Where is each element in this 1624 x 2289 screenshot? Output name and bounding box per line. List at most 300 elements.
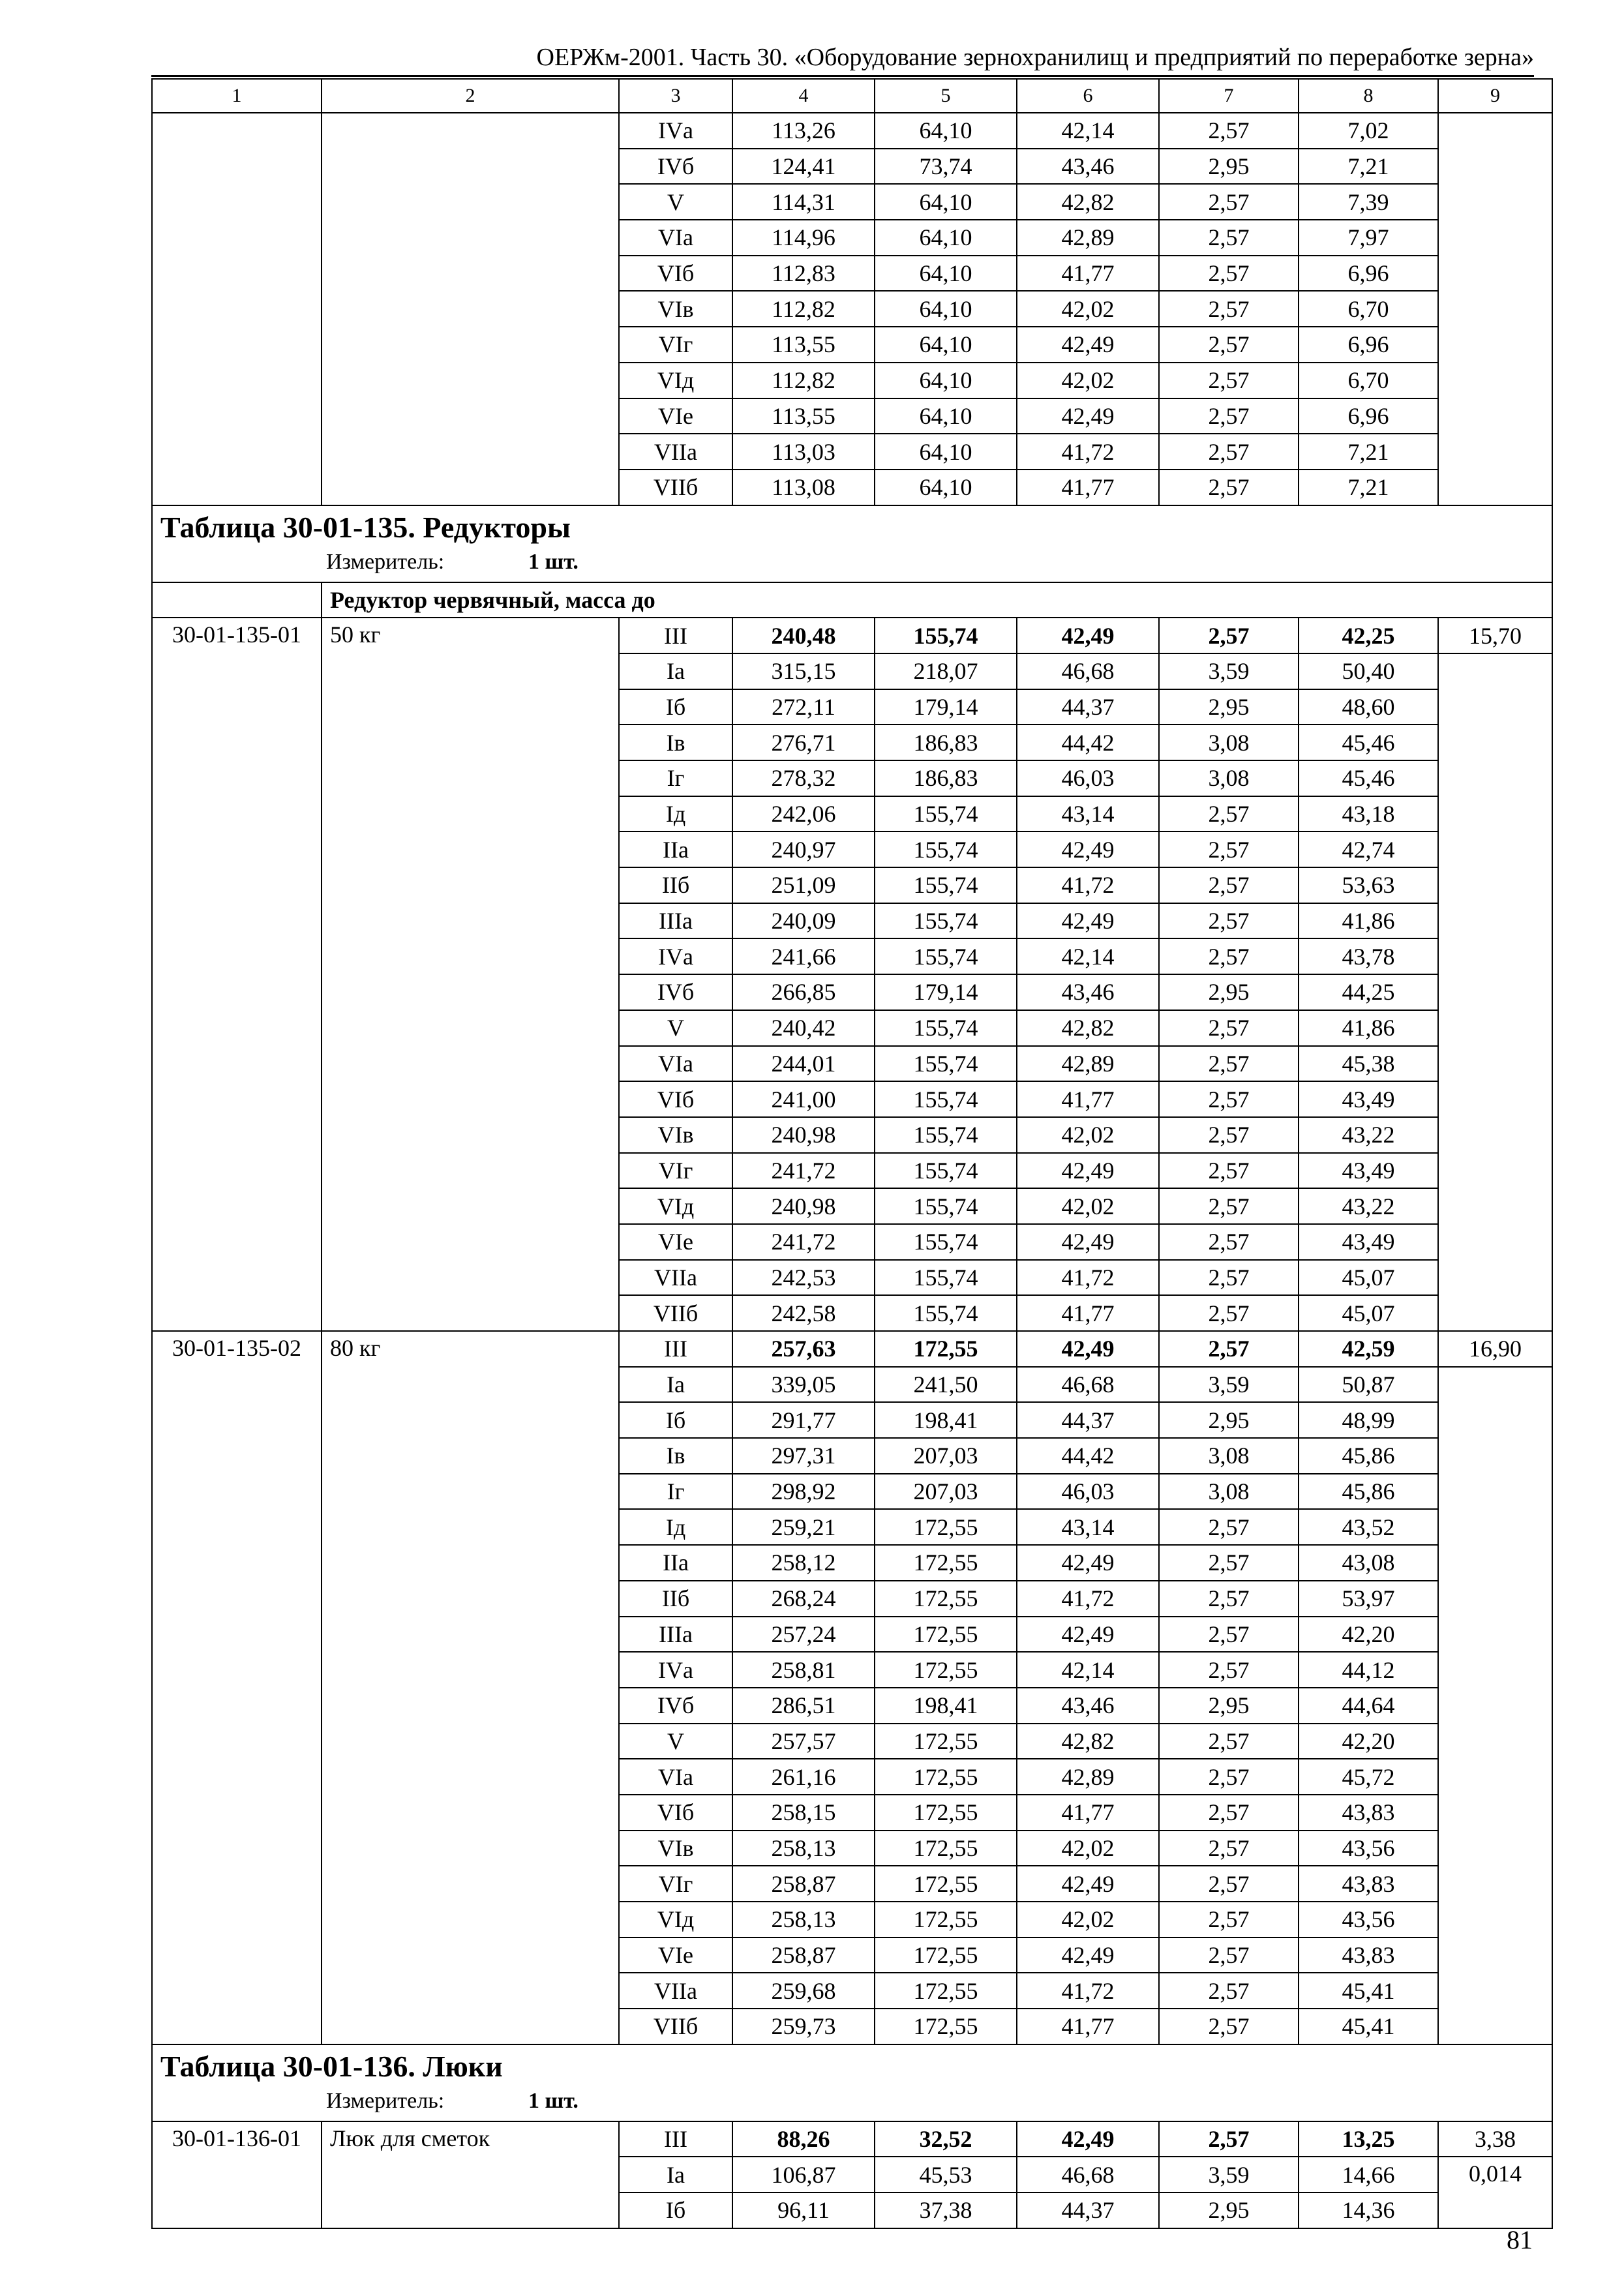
- value-cell: 13,25: [1299, 2121, 1438, 2157]
- value-cell: 2,57: [1159, 1295, 1299, 1331]
- value-cell: 45,86: [1299, 1438, 1438, 1474]
- value-cell: 124,41: [732, 149, 875, 185]
- value-cell: 44,25: [1299, 974, 1438, 1010]
- value-cell: 113,08: [732, 470, 875, 505]
- value-cell: 240,09: [732, 903, 875, 939]
- zone-cell: VIIа: [619, 434, 732, 470]
- value-cell: 43,56: [1299, 1831, 1438, 1866]
- table-title-row: [152, 505, 1552, 582]
- zone-cell: VIе: [619, 1937, 732, 1973]
- value-cell: 259,73: [732, 2009, 875, 2044]
- code-cell: [152, 113, 322, 505]
- value-cell: 64,10: [875, 220, 1017, 256]
- value-cell: 41,72: [1017, 1973, 1159, 2009]
- column-number: 4: [732, 79, 875, 113]
- value-cell: 113,55: [732, 327, 875, 363]
- value-cell: 241,72: [732, 1224, 875, 1260]
- value-cell: 3,59: [1159, 653, 1299, 689]
- value-cell: 3,59: [1159, 1367, 1299, 1403]
- zone-cell: Iв: [619, 1438, 732, 1474]
- value-cell: 6,96: [1299, 327, 1438, 363]
- value-cell: 73,74: [875, 149, 1017, 185]
- value-cell: 155,74: [875, 903, 1017, 939]
- value-cell: 42,49: [1017, 903, 1159, 939]
- value-cell: 2,57: [1159, 903, 1299, 939]
- value-cell: 41,77: [1017, 1081, 1159, 1117]
- value-cell: 244,01: [732, 1046, 875, 1082]
- value-cell: 7,97: [1299, 220, 1438, 256]
- value-cell: 315,15: [732, 653, 875, 689]
- zone-cell: V: [619, 1010, 732, 1046]
- table-row: [152, 113, 1552, 149]
- measure-line: [153, 548, 1552, 580]
- value-cell: 2,57: [1159, 1331, 1299, 1367]
- value-cell: 2,57: [1159, 1652, 1299, 1688]
- value-cell: 42,49: [1017, 327, 1159, 363]
- zone-cell: III: [619, 2121, 732, 2157]
- value-cell: 43,49: [1299, 1081, 1438, 1117]
- value-cell: 7,21: [1299, 434, 1438, 470]
- value-cell: 2,57: [1159, 618, 1299, 653]
- value-cell: 155,74: [875, 1188, 1017, 1224]
- value-cell: 2,57: [1159, 1795, 1299, 1831]
- value-cell: 155,74: [875, 938, 1017, 974]
- value-cell: 172,55: [875, 1759, 1017, 1795]
- column-number-row: [152, 79, 1552, 113]
- value-cell: 172,55: [875, 1831, 1017, 1866]
- value-cell: 155,74: [875, 1153, 1017, 1189]
- value-cell: 2,57: [1159, 831, 1299, 867]
- value-cell: 43,83: [1299, 1866, 1438, 1902]
- value-cell: 2,57: [1159, 1866, 1299, 1902]
- subheading-row: [152, 582, 1552, 618]
- value-cell: 43,14: [1017, 796, 1159, 832]
- column-number: 6: [1017, 79, 1159, 113]
- value-cell: 43,83: [1299, 1937, 1438, 1973]
- value-cell: 2,57: [1159, 1509, 1299, 1545]
- value-cell: 3,08: [1159, 725, 1299, 760]
- value-cell: 112,82: [732, 363, 875, 398]
- value-cell: 46,68: [1017, 1367, 1159, 1403]
- zone-cell: IIа: [619, 831, 732, 867]
- subheading: Редуктор червячный, масса до: [322, 582, 1552, 618]
- value-cell: 42,82: [1017, 1724, 1159, 1759]
- zone-cell: IVа: [619, 1652, 732, 1688]
- value-cell: 2,57: [1159, 1153, 1299, 1189]
- zone-cell: IVб: [619, 1688, 732, 1724]
- value-cell: 2,57: [1159, 1759, 1299, 1795]
- value-cell: 42,02: [1017, 1117, 1159, 1153]
- value-cell: 258,15: [732, 1795, 875, 1831]
- value-cell: 172,55: [875, 1581, 1017, 1617]
- zone-cell: VIб: [619, 256, 732, 292]
- zone-cell: III: [619, 618, 732, 653]
- rates-table: [151, 78, 1553, 2229]
- value-cell: 50,87: [1299, 1367, 1438, 1403]
- coefficient-cell: 0,014: [1438, 2157, 1552, 2228]
- value-cell: 64,10: [875, 363, 1017, 398]
- value-cell: 257,24: [732, 1617, 875, 1653]
- value-cell: 41,86: [1299, 1010, 1438, 1046]
- zone-cell: VIд: [619, 1188, 732, 1224]
- value-cell: 43,14: [1017, 1509, 1159, 1545]
- value-cell: 112,82: [732, 291, 875, 327]
- value-cell: 6,96: [1299, 256, 1438, 292]
- value-cell: 42,49: [1017, 1937, 1159, 1973]
- value-cell: 179,14: [875, 974, 1017, 1010]
- value-cell: 7,02: [1299, 113, 1438, 149]
- value-cell: 41,77: [1017, 470, 1159, 505]
- value-cell: 46,68: [1017, 2157, 1159, 2192]
- value-cell: 64,10: [875, 256, 1017, 292]
- zone-cell: Iа: [619, 2157, 732, 2192]
- value-cell: 7,21: [1299, 470, 1438, 505]
- value-cell: 2,57: [1159, 1010, 1299, 1046]
- value-cell: 42,49: [1017, 831, 1159, 867]
- value-cell: 42,20: [1299, 1617, 1438, 1653]
- zone-cell: VIд: [619, 1902, 732, 1937]
- value-cell: 41,77: [1017, 1795, 1159, 1831]
- value-cell: 7,21: [1299, 149, 1438, 185]
- value-cell: 43,22: [1299, 1188, 1438, 1224]
- value-cell: 257,63: [732, 1331, 875, 1367]
- header-rule: [151, 75, 1534, 77]
- zone-cell: VIв: [619, 1117, 732, 1153]
- value-cell: 2,57: [1159, 2121, 1299, 2157]
- value-cell: 240,98: [732, 1117, 875, 1153]
- value-cell: 258,12: [732, 1545, 875, 1581]
- value-cell: 88,26: [732, 2121, 875, 2157]
- value-cell: 43,46: [1017, 974, 1159, 1010]
- code-cell: 30-01-135-01: [152, 618, 322, 1331]
- value-cell: 53,63: [1299, 867, 1438, 903]
- value-cell: 2,57: [1159, 363, 1299, 398]
- value-cell: 258,81: [732, 1652, 875, 1688]
- name-cell: 80 кг: [322, 1331, 619, 2044]
- value-cell: 240,42: [732, 1010, 875, 1046]
- table-row: [152, 1331, 1552, 1367]
- value-cell: 96,11: [732, 2192, 875, 2228]
- zone-cell: VIIа: [619, 1973, 732, 2009]
- value-cell: 297,31: [732, 1438, 875, 1474]
- value-cell: 2,57: [1159, 327, 1299, 363]
- value-cell: 240,97: [732, 831, 875, 867]
- value-cell: 43,52: [1299, 1509, 1438, 1545]
- value-cell: 272,11: [732, 689, 875, 725]
- column-number: 7: [1159, 79, 1299, 113]
- value-cell: 42,89: [1017, 1759, 1159, 1795]
- value-cell: 41,72: [1017, 1260, 1159, 1296]
- value-cell: 42,49: [1017, 1153, 1159, 1189]
- zone-cell: Iд: [619, 1509, 732, 1545]
- value-cell: 286,51: [732, 1688, 875, 1724]
- value-cell: 242,58: [732, 1295, 875, 1331]
- value-cell: 64,10: [875, 113, 1017, 149]
- zone-cell: VIа: [619, 220, 732, 256]
- zone-cell: VIе: [619, 398, 732, 434]
- value-cell: 42,02: [1017, 1188, 1159, 1224]
- value-cell: 155,74: [875, 796, 1017, 832]
- value-cell: 43,22: [1299, 1117, 1438, 1153]
- value-cell: 2,95: [1159, 689, 1299, 725]
- value-cell: 44,37: [1017, 689, 1159, 725]
- value-cell: 42,25: [1299, 618, 1438, 653]
- zone-cell: VIе: [619, 1224, 732, 1260]
- value-cell: 43,46: [1017, 1688, 1159, 1724]
- value-cell: 42,49: [1017, 398, 1159, 434]
- value-cell: 45,41: [1299, 2009, 1438, 2044]
- value-cell: 64,10: [875, 184, 1017, 220]
- value-cell: 3,59: [1159, 2157, 1299, 2192]
- value-cell: 64,10: [875, 327, 1017, 363]
- value-cell: 155,74: [875, 831, 1017, 867]
- zone-cell: Iб: [619, 2192, 732, 2228]
- value-cell: 45,41: [1299, 1973, 1438, 2009]
- value-cell: 172,55: [875, 1652, 1017, 1688]
- value-cell: 2,57: [1159, 2009, 1299, 2044]
- value-cell: 251,09: [732, 867, 875, 903]
- value-cell: 44,42: [1017, 1438, 1159, 1474]
- value-cell: 43,46: [1017, 149, 1159, 185]
- value-cell: 42,89: [1017, 1046, 1159, 1082]
- value-cell: 2,95: [1159, 1402, 1299, 1438]
- zone-cell: V: [619, 1724, 732, 1759]
- value-cell: 6,70: [1299, 363, 1438, 398]
- value-cell: 155,74: [875, 867, 1017, 903]
- value-cell: 172,55: [875, 1509, 1017, 1545]
- rates-table-body: [152, 79, 1552, 2228]
- value-cell: 42,02: [1017, 1902, 1159, 1937]
- value-cell: 6,70: [1299, 291, 1438, 327]
- value-cell: 53,97: [1299, 1581, 1438, 1617]
- value-cell: 257,57: [732, 1724, 875, 1759]
- value-cell: 198,41: [875, 1688, 1017, 1724]
- value-cell: 155,74: [875, 1117, 1017, 1153]
- running-header: ОЕРЖм-2001. Часть 30. «Оборудование зернохранилищ и предприятий по переработке зерна»: [536, 44, 1534, 71]
- value-cell: 2,57: [1159, 470, 1299, 505]
- value-cell: 48,99: [1299, 1402, 1438, 1438]
- column-number: 9: [1438, 79, 1552, 113]
- value-cell: 2,57: [1159, 1724, 1299, 1759]
- zone-cell: IIIа: [619, 1617, 732, 1653]
- value-cell: 42,14: [1017, 1652, 1159, 1688]
- zone-cell: VIг: [619, 1866, 732, 1902]
- table-title-row: [152, 2044, 1552, 2121]
- zone-cell: IVб: [619, 974, 732, 1010]
- value-cell: 42,74: [1299, 831, 1438, 867]
- value-cell: 42,49: [1017, 1866, 1159, 1902]
- value-cell: 42,49: [1017, 618, 1159, 653]
- value-cell: 172,55: [875, 1617, 1017, 1653]
- value-cell: 155,74: [875, 1260, 1017, 1296]
- value-cell: 46,03: [1017, 1474, 1159, 1510]
- value-cell: 2,57: [1159, 867, 1299, 903]
- value-cell: 3,08: [1159, 760, 1299, 796]
- value-cell: 42,49: [1017, 2121, 1159, 2157]
- zone-cell: IVа: [619, 938, 732, 974]
- name-cell: 50 кг: [322, 618, 619, 1331]
- value-cell: 172,55: [875, 1545, 1017, 1581]
- value-cell: 43,08: [1299, 1545, 1438, 1581]
- value-cell: 258,87: [732, 1866, 875, 1902]
- zone-cell: V: [619, 184, 732, 220]
- value-cell: 2,57: [1159, 1973, 1299, 2009]
- table-row: [152, 2121, 1552, 2157]
- value-cell: 339,05: [732, 1367, 875, 1403]
- zone-cell: VIд: [619, 363, 732, 398]
- value-cell: 207,03: [875, 1474, 1017, 1510]
- value-cell: 2,57: [1159, 1831, 1299, 1866]
- zone-cell: IIа: [619, 1545, 732, 1581]
- zone-cell: VIа: [619, 1759, 732, 1795]
- zone-cell: IVб: [619, 149, 732, 185]
- value-cell: 242,53: [732, 1260, 875, 1296]
- coefficient-cell: [1438, 653, 1552, 1331]
- value-cell: 44,37: [1017, 1402, 1159, 1438]
- value-cell: 2,57: [1159, 113, 1299, 149]
- value-cell: 45,46: [1299, 725, 1438, 760]
- column-number: 5: [875, 79, 1017, 113]
- code-cell: [152, 582, 322, 618]
- value-cell: 242,06: [732, 796, 875, 832]
- value-cell: 42,02: [1017, 1831, 1159, 1866]
- value-cell: 240,48: [732, 618, 875, 653]
- value-cell: 41,72: [1017, 1581, 1159, 1617]
- value-cell: 172,55: [875, 1724, 1017, 1759]
- value-cell: 41,72: [1017, 867, 1159, 903]
- value-cell: 2,95: [1159, 2192, 1299, 2228]
- value-cell: 45,07: [1299, 1295, 1438, 1331]
- value-cell: 42,49: [1017, 1331, 1159, 1367]
- value-cell: 41,72: [1017, 434, 1159, 470]
- zone-cell: Iг: [619, 1474, 732, 1510]
- value-cell: 155,74: [875, 1224, 1017, 1260]
- value-cell: 172,55: [875, 1866, 1017, 1902]
- code-cell: 30-01-136-01: [152, 2121, 322, 2228]
- value-cell: 113,26: [732, 113, 875, 149]
- value-cell: 113,03: [732, 434, 875, 470]
- value-cell: 3,08: [1159, 1438, 1299, 1474]
- value-cell: 64,10: [875, 470, 1017, 505]
- value-cell: 48,60: [1299, 689, 1438, 725]
- value-cell: 268,24: [732, 1581, 875, 1617]
- value-cell: 3,08: [1159, 1474, 1299, 1510]
- zone-cell: VIб: [619, 1081, 732, 1117]
- value-cell: 42,82: [1017, 184, 1159, 220]
- zone-cell: VIIа: [619, 1260, 732, 1296]
- value-cell: 198,41: [875, 1402, 1017, 1438]
- value-cell: 2,57: [1159, 1260, 1299, 1296]
- value-cell: 155,74: [875, 1010, 1017, 1046]
- value-cell: 278,32: [732, 760, 875, 796]
- zone-cell: Iа: [619, 653, 732, 689]
- table-title: Таблица 30-01-136. Люки: [160, 2049, 503, 2083]
- value-cell: 46,68: [1017, 653, 1159, 689]
- value-cell: 42,59: [1299, 1331, 1438, 1367]
- value-cell: 14,36: [1299, 2192, 1438, 2228]
- value-cell: 64,10: [875, 291, 1017, 327]
- name-cell: Люк для сметок: [322, 2121, 619, 2228]
- value-cell: 113,55: [732, 398, 875, 434]
- value-cell: 45,86: [1299, 1474, 1438, 1510]
- value-cell: 2,57: [1159, 184, 1299, 220]
- value-cell: 2,57: [1159, 1224, 1299, 1260]
- zone-cell: VIб: [619, 1795, 732, 1831]
- zone-cell: VIIб: [619, 1295, 732, 1331]
- value-cell: 258,13: [732, 1831, 875, 1866]
- value-cell: 241,72: [732, 1153, 875, 1189]
- value-cell: 43,18: [1299, 796, 1438, 832]
- value-cell: 2,57: [1159, 220, 1299, 256]
- value-cell: 64,10: [875, 434, 1017, 470]
- zone-cell: VIв: [619, 1831, 732, 1866]
- value-cell: 106,87: [732, 2157, 875, 2192]
- value-cell: 172,55: [875, 1937, 1017, 1973]
- zone-cell: IVа: [619, 113, 732, 149]
- value-cell: 2,95: [1159, 149, 1299, 185]
- zone-cell: IIIа: [619, 903, 732, 939]
- value-cell: 43,83: [1299, 1795, 1438, 1831]
- page-number: 81: [1507, 2225, 1533, 2254]
- coefficient-cell: 16,90: [1438, 1331, 1552, 1367]
- value-cell: 2,57: [1159, 398, 1299, 434]
- value-cell: 2,95: [1159, 974, 1299, 1010]
- value-cell: 42,14: [1017, 938, 1159, 974]
- measure-line: [153, 2087, 1552, 2119]
- zone-cell: Iв: [619, 725, 732, 760]
- value-cell: 179,14: [875, 689, 1017, 725]
- value-cell: 2,57: [1159, 1937, 1299, 1973]
- zone-cell: VIг: [619, 327, 732, 363]
- value-cell: 45,72: [1299, 1759, 1438, 1795]
- value-cell: 298,92: [732, 1474, 875, 1510]
- value-cell: 44,12: [1299, 1652, 1438, 1688]
- value-cell: 44,37: [1017, 2192, 1159, 2228]
- value-cell: 7,39: [1299, 184, 1438, 220]
- value-cell: 172,55: [875, 1902, 1017, 1937]
- value-cell: 172,55: [875, 1331, 1017, 1367]
- value-cell: 41,77: [1017, 2009, 1159, 2044]
- value-cell: 44,64: [1299, 1688, 1438, 1724]
- value-cell: 45,38: [1299, 1046, 1438, 1082]
- zone-cell: VIIб: [619, 470, 732, 505]
- zone-cell: VIIб: [619, 2009, 732, 2044]
- coefficient-cell: [1438, 113, 1552, 505]
- value-cell: 112,83: [732, 256, 875, 292]
- measure-value: 1 шт.: [528, 549, 579, 574]
- value-cell: 155,74: [875, 1295, 1017, 1331]
- value-cell: 258,87: [732, 1937, 875, 1973]
- value-cell: 155,74: [875, 1046, 1017, 1082]
- zone-cell: Iб: [619, 1402, 732, 1438]
- zone-cell: Iа: [619, 1367, 732, 1403]
- table-title-cell: [152, 2044, 1552, 2121]
- value-cell: 41,77: [1017, 1295, 1159, 1331]
- value-cell: 261,16: [732, 1759, 875, 1795]
- value-cell: 43,49: [1299, 1153, 1438, 1189]
- value-cell: 46,03: [1017, 760, 1159, 796]
- column-number: 8: [1299, 79, 1438, 113]
- value-cell: 2,57: [1159, 1081, 1299, 1117]
- measure-label: Измеритель:: [326, 549, 445, 574]
- value-cell: 2,57: [1159, 434, 1299, 470]
- value-cell: 42,02: [1017, 363, 1159, 398]
- value-cell: 2,57: [1159, 1046, 1299, 1082]
- coefficient-cell: 15,70: [1438, 618, 1552, 653]
- value-cell: 2,95: [1159, 1688, 1299, 1724]
- value-cell: 42,20: [1299, 1724, 1438, 1759]
- zone-cell: VIг: [619, 1153, 732, 1189]
